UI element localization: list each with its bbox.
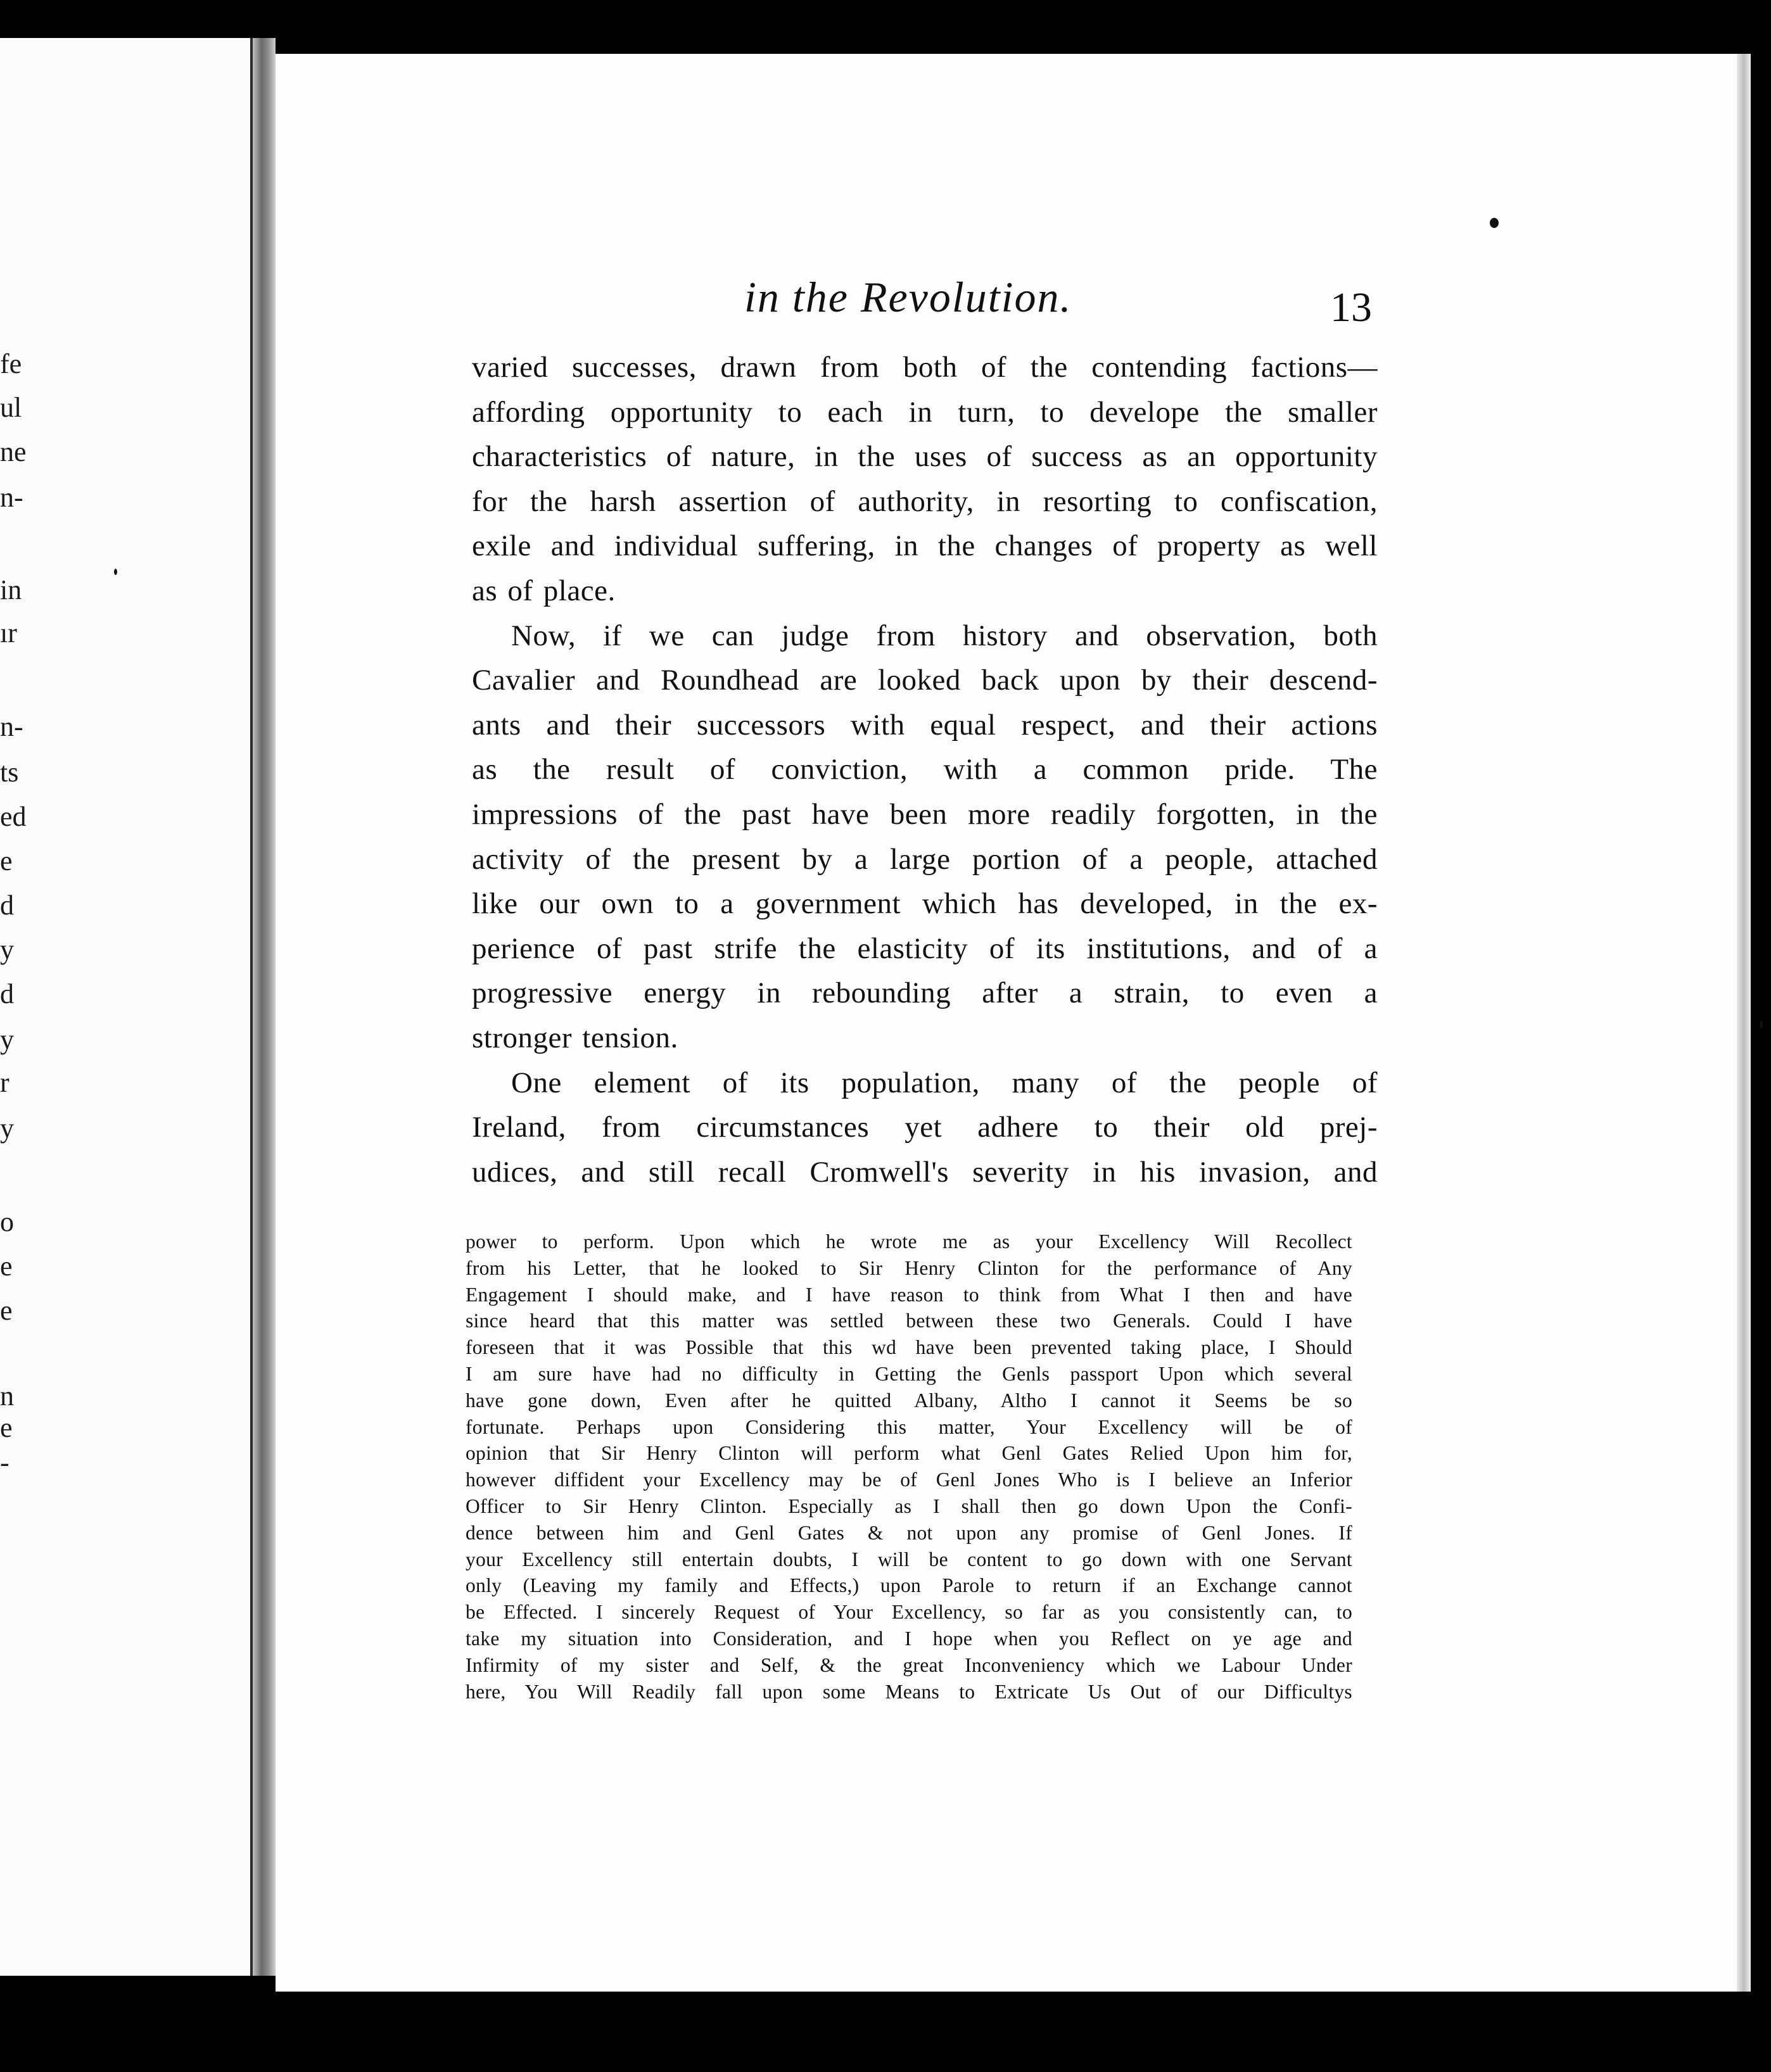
footnote-line: fortunate. Perhaps upon Considering this matter, Your Excellency will be of	[466, 1415, 1352, 1438]
scan-speck	[1760, 1021, 1763, 1028]
body-line: Now, if we can judge from history and observation, both	[511, 619, 1378, 652]
page-edge-right	[1737, 54, 1751, 1992]
body-line: udices, and still recall Cromwell's severity in his invasion, and	[472, 1155, 1378, 1189]
facing-page-fragment: e	[0, 845, 13, 876]
body-line: varied successes, drawn from both of the contending factions—	[472, 351, 1378, 384]
footnote-line: Infirmity of my sister and Self, & the great Inconveniency which we Labour Under	[466, 1653, 1352, 1676]
scan-speck	[1490, 218, 1499, 228]
body-line: impressions of the past have been more readily forgotten, in the	[472, 797, 1378, 831]
facing-page-fragment: y	[0, 1113, 14, 1144]
body-line: exile and individual suffering, in the changes of property as well	[472, 529, 1378, 563]
scan-speck	[114, 569, 117, 575]
facing-page-fragment: ts	[0, 757, 19, 788]
gutter-shadow-line	[250, 38, 253, 1976]
facing-page-fragment: r	[0, 1067, 10, 1098]
facing-page-fragment: ul	[0, 392, 22, 423]
body-line: like our own to a government which has developed, in the ex-	[472, 887, 1378, 921]
running-head: in the Revolution.	[744, 273, 1072, 321]
body-text	[472, 345, 1378, 1194]
body-line: perience of past strife the elasticity of its institutions, and of a	[472, 932, 1378, 965]
footnote-line: have gone down, Even after he quitted Albany, Altho I cannot it Seems be so	[466, 1389, 1352, 1412]
body-line: stronger tension.	[472, 1021, 678, 1054]
footnote-line: since heard that this matter was settled between these two Generals. Could I have	[466, 1310, 1352, 1332]
footnote-line: I am sure have had no difficulty in Getting the Genls passport Upon which several	[466, 1362, 1352, 1385]
facing-page-fragment: n	[0, 1380, 14, 1412]
facing-page-fragment: o	[0, 1206, 14, 1237]
facing-page-fragment: e	[0, 1251, 13, 1282]
facing-page-fragment: in	[0, 574, 22, 605]
facing-page-fragment: n-	[0, 482, 23, 513]
footnote-line: here, You Will Readily fall upon some Means to Extricate Us Out of our Difficultys	[466, 1680, 1352, 1703]
page-number: 13	[1330, 284, 1372, 331]
facing-page-fragment: n-	[0, 711, 23, 742]
body-line: activity of the present by a large portion of a people, attached	[472, 842, 1378, 876]
footnote-line: be Effected. I sincerely Request of Your Excellency, so far as you consistently can, to	[466, 1601, 1352, 1624]
footnote-line: foreseen that it was Possible that this wd have been prevented taking place, I Should	[466, 1336, 1352, 1359]
footnote-line: opinion that Sir Henry Clinton will perform what Genl Gates Relied Upon him for,	[466, 1442, 1352, 1465]
footnote-line: your Excellency still entertain doubts, I will be content to go down with one Servant	[466, 1548, 1352, 1570]
body-line: progressive energy in rebounding after a strain, to even a	[472, 976, 1378, 1010]
footnote-line: only (Leaving my family and Effects,) upon Parole to return if an Exchange cannot	[466, 1574, 1352, 1597]
facing-page-fragment: ır	[0, 617, 17, 648]
facing-page-fragment: y	[0, 934, 14, 965]
body-line: characteristics of nature, in the uses of success as an opportunity	[472, 440, 1378, 474]
facing-page-fragment: y	[0, 1024, 14, 1055]
facing-page-fragment: d	[0, 890, 14, 921]
body-line: as of place.	[472, 574, 616, 607]
body-line: ants and their successors with equal respect, and their actions	[472, 708, 1378, 742]
footnote-line: power to perform. Upon which he wrote me as your Excellency Will Recollect	[466, 1230, 1352, 1253]
facing-page-fragment: ne	[0, 436, 27, 467]
body-line: for the harsh assertion of authority, in resorting to confiscation,	[472, 484, 1378, 518]
body-line: affording opportunity to each in turn, to develope the smaller	[472, 395, 1378, 429]
body-line: Cavalier and Roundhead are looked back upon by their descend-	[472, 664, 1378, 697]
facing-page-fragment: ed	[0, 801, 27, 832]
facing-page-fragment: e	[0, 1412, 13, 1443]
footnote-line: however diffident your Excellency may be of Genl Jones Who is I believe an Inferior	[466, 1469, 1352, 1491]
book-gutter	[250, 38, 276, 1976]
facing-page-fragment: d	[0, 978, 14, 1009]
footnote	[466, 1229, 1352, 1705]
body-line: as the result of conviction, with a common pride. The	[472, 753, 1378, 786]
footnote-line: from his Letter, that he looked to Sir Henry Clinton for the performance of Any	[466, 1256, 1352, 1279]
footnote-line: take my situation into Consideration, and I hope when you Reflect on ye age and	[466, 1627, 1352, 1650]
facing-page-fragment: e	[0, 1295, 13, 1326]
facing-page-fragment: -	[0, 1447, 10, 1478]
body-line: One element of its population, many of the people of	[511, 1066, 1378, 1099]
facing-page-fragment: fe	[0, 348, 22, 379]
footnote-line: Engagement I should make, and I have reason to think from What I then and have	[466, 1283, 1352, 1306]
body-line: Ireland, from circumstances yet adhere to their old prej-	[472, 1111, 1378, 1144]
footnote-line: dence between him and Genl Gates & not upon any promise of Genl Jones. If	[466, 1521, 1352, 1544]
footnote-line: Officer to Sir Henry Clinton. Especially as I shall then go down Upon the Confi-	[466, 1494, 1352, 1517]
